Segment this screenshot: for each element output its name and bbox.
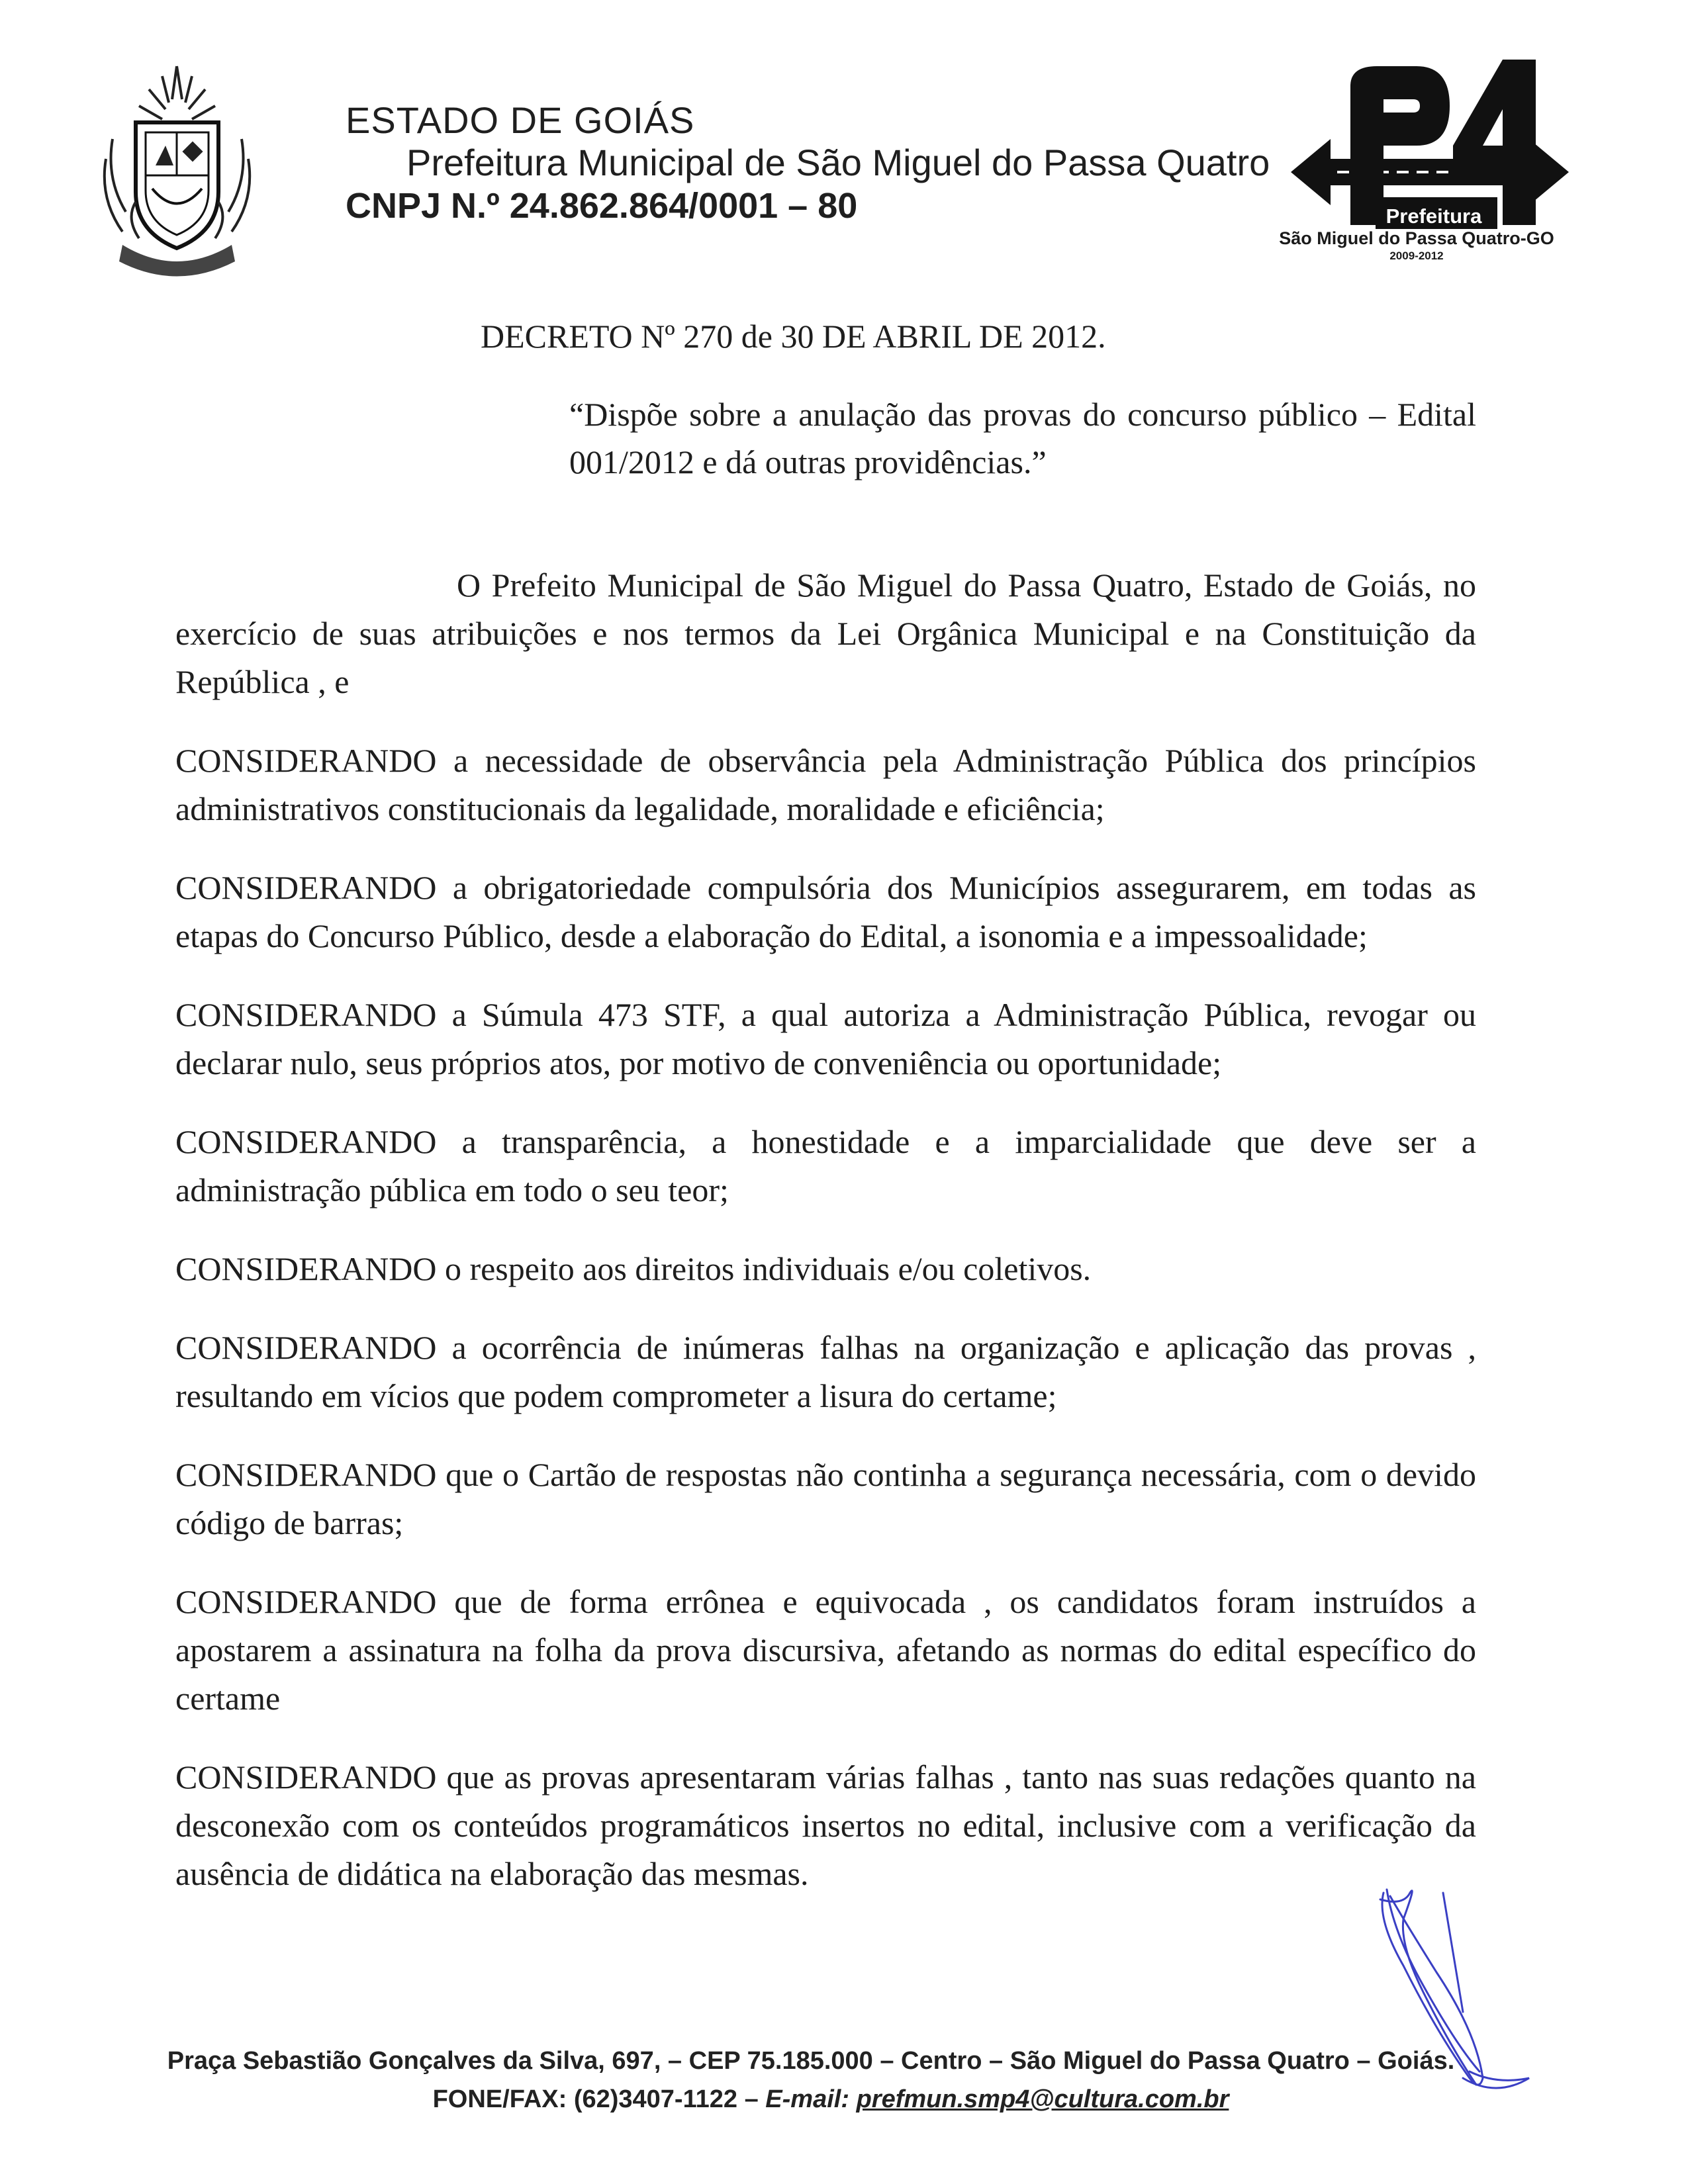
letterhead [346, 99, 1270, 228]
considerando-paragraph: CONSIDERANDO o respeito aos direitos individuais e/ou coletivos. [175, 1250, 1092, 1287]
decree-title: DECRETO Nº 270 de 30 DE ABRIL DE 2012. [481, 318, 1106, 355]
logo-caption [1244, 228, 1589, 264]
considerando-paragraph: CONSIDERANDO a transparência, a honestidade e a imparcialidade que deve ser a administração pública em todo o seu teor; [175, 1123, 1476, 1208]
cnpj-number: CNPJ N.º 24.862.864/0001 – 80 [346, 186, 858, 226]
considerando-paragraph: CONSIDERANDO a necessidade de observância pela Administração Pública dos princípios administrativos constitucionais da legalidade, moralidade e eficiência; [175, 742, 1476, 827]
footer-email-label: E-mail: [765, 2085, 849, 2113]
logo-brand-text: Prefeitura [1385, 205, 1482, 228]
considerando-paragraph: CONSIDERANDO a obrigatoriedade compulsória dos Municípios assegurarem, em todas as etapas do Concurso Público, desde a elaboração do Edital, a isonomia e a impessoalidade; [175, 869, 1476, 954]
coat-of-arms-emblem [99, 60, 255, 291]
logo-years: 2009-2012 [1389, 250, 1444, 262]
considerando-paragraph: CONSIDERANDO a Súmula 473 STF, a qual autoriza a Administração Pública, revogar ou declarar nulo, seus próprios atos, por motivo de conveniência ou oportunidade; [175, 996, 1476, 1081]
decree-ementa: “Dispõe sobre a anulação das provas do concurso público – Edital 001/2012 e dá outras providências.” [569, 396, 1476, 480]
footer-address: Praça Sebastião Gonçalves da Silva, 697, – CEP 75.185.000 – Centro – São Miguel do Passa Quatro – Goiás. [167, 2047, 1455, 2075]
logo-place: São Miguel do Passa Quatro-GO [1279, 228, 1554, 248]
considerando-paragraph: CONSIDERANDO que de forma errônea e equivocada , os candidatos foram instruídos a apostarem a assinatura na folha da prova discursiva, afetando as normas do edital específico do certame [175, 1583, 1476, 1717]
footer-phone: FONE/FAX: (62)3407-1122 – [432, 2085, 759, 2113]
considerando-paragraph: CONSIDERANDO que as provas apresentaram várias falhas , tanto nas suas redações quanto na desconexão com os conteúdos programáticos insertos no edital, inclusive com a verificação da ausência de didática na elaboração das mesmas. [175, 1758, 1476, 1892]
decree-body [175, 561, 1476, 1929]
state-name: ESTADO DE GOIÁS [346, 99, 695, 141]
municipality-name: Prefeitura Municipal de São Miguel do Passa Quatro [406, 142, 1270, 183]
footer-contact [119, 2042, 1503, 2118]
considerando-paragraph: CONSIDERANDO a ocorrência de inúmeras falhas na organização e aplicação das provas , resultando em vícios que podem comprometer a lisura do certame; [175, 1329, 1476, 1414]
intro-paragraph: O Prefeito Municipal de São Miguel do Passa Quatro, Estado de Goiás, no exercício de suas atribuições e nos termos da Lei Orgânica Municipal e na Constituição da República , e [175, 567, 1476, 700]
footer-email-link[interactable]: prefmun.smp4@cultura.com.br [856, 2085, 1229, 2113]
considerando-paragraph: CONSIDERANDO que o Cartão de respostas não continha a segurança necessária, com o devido código de barras; [175, 1456, 1476, 1541]
footer-phone-email [119, 2080, 1503, 2118]
